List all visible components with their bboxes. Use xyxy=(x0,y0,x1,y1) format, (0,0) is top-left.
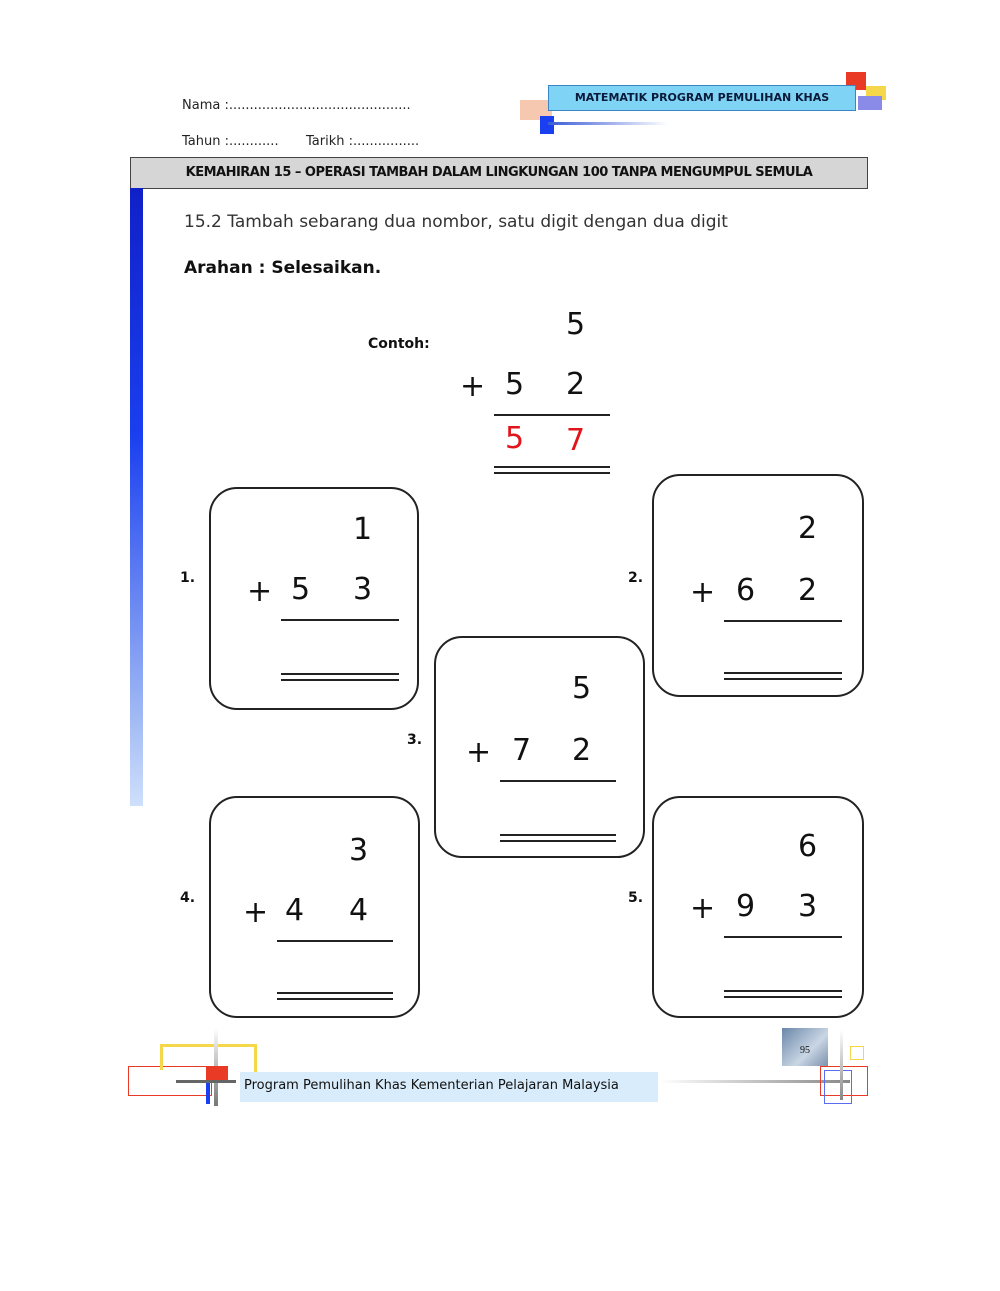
question-ones-digit: 2 xyxy=(572,733,592,768)
footer-deco-frame xyxy=(824,1070,852,1104)
question-box xyxy=(434,636,645,858)
question-sum-line xyxy=(724,620,842,622)
question-tens-digit: 5 xyxy=(291,572,311,607)
question-number: 1. xyxy=(180,570,196,586)
question-ones-digit: 3 xyxy=(353,572,373,607)
question-double-line-bottom xyxy=(281,679,399,681)
question-number: 5. xyxy=(628,890,644,906)
subtitle: 15.2 Tambah sebarang dua nombor, satu digit dengan dua digit xyxy=(184,212,728,232)
question-top-digit: 3 xyxy=(349,833,369,868)
question-box xyxy=(209,487,419,710)
question-plus-sign: + xyxy=(690,891,716,926)
footer-deco-block xyxy=(206,1082,210,1104)
question-number: 3. xyxy=(407,732,423,748)
question-plus-sign: + xyxy=(247,574,273,609)
question-plus-sign: + xyxy=(466,735,492,770)
side-gradient-bar xyxy=(130,188,143,806)
question-top-digit: 1 xyxy=(353,512,373,547)
header-deco-line xyxy=(548,122,668,125)
example-ones-digit: 2 xyxy=(566,367,586,402)
question-tens-digit: 4 xyxy=(285,893,305,928)
header-deco-block xyxy=(540,116,554,134)
question-box xyxy=(209,796,420,1018)
question-plus-sign: + xyxy=(243,895,269,930)
footer-deco-line xyxy=(176,1080,236,1083)
example-answer-ones: 7 xyxy=(566,423,586,458)
example-top-digit: 5 xyxy=(566,307,586,342)
question-double-line-top xyxy=(277,992,393,994)
date-field: Tarikh :................ xyxy=(306,134,420,149)
footer-text: Program Pemulihan Khas Kementerian Pelajaran Malaysia xyxy=(244,1078,619,1093)
program-banner: MATEMATIK PROGRAM PEMULIHAN KHAS xyxy=(548,85,856,111)
question-tens-digit: 7 xyxy=(512,733,532,768)
header-deco-block xyxy=(858,96,882,110)
question-sum-line xyxy=(500,780,616,782)
name-field: Nama :............................................ xyxy=(182,98,411,113)
question-top-digit: 5 xyxy=(572,671,592,706)
footer-deco-line xyxy=(160,1044,256,1047)
example-sum-line xyxy=(494,414,610,416)
question-ones-digit: 3 xyxy=(798,889,818,924)
footer-deco-frame xyxy=(850,1046,864,1060)
example-double-line-bottom xyxy=(494,472,610,474)
question-ones-digit: 4 xyxy=(349,893,369,928)
example-label: Contoh: xyxy=(368,336,430,352)
example-plus-sign: + xyxy=(460,369,486,404)
question-number: 2. xyxy=(628,570,644,586)
question-box xyxy=(652,474,864,697)
question-sum-line xyxy=(277,940,393,942)
question-sum-line xyxy=(281,619,399,621)
question-plus-sign: + xyxy=(690,575,716,610)
example-tens-digit: 5 xyxy=(505,367,525,402)
question-double-line-bottom xyxy=(500,840,616,842)
page-number: 95 xyxy=(782,1028,828,1066)
question-double-line-bottom xyxy=(277,998,393,1000)
question-ones-digit: 2 xyxy=(798,573,818,608)
question-box xyxy=(652,796,864,1018)
footer-deco-line xyxy=(160,1044,163,1070)
question-tens-digit: 9 xyxy=(736,889,756,924)
year-field: Tahun :............ xyxy=(182,134,279,149)
footer-deco-line xyxy=(254,1044,257,1074)
question-sum-line xyxy=(724,936,842,938)
question-top-digit: 2 xyxy=(798,511,818,546)
question-number: 4. xyxy=(180,890,196,906)
example-double-line-top xyxy=(494,466,610,468)
question-double-line-top xyxy=(281,673,399,675)
question-double-line-top xyxy=(500,834,616,836)
instruction: Arahan : Selesaikan. xyxy=(184,258,382,278)
question-top-digit: 6 xyxy=(798,829,818,864)
question-double-line-bottom xyxy=(724,996,842,998)
question-double-line-bottom xyxy=(724,678,842,680)
footer-deco-line xyxy=(840,1030,843,1100)
question-tens-digit: 6 xyxy=(736,573,756,608)
question-double-line-top xyxy=(724,990,842,992)
question-double-line-top xyxy=(724,672,842,674)
skill-title: KEMAHIRAN 15 – OPERASI TAMBAH DALAM LINGKUNGAN 100 TANPA MENGUMPUL SEMULA xyxy=(130,157,868,189)
example-answer-tens: 5 xyxy=(505,421,525,456)
